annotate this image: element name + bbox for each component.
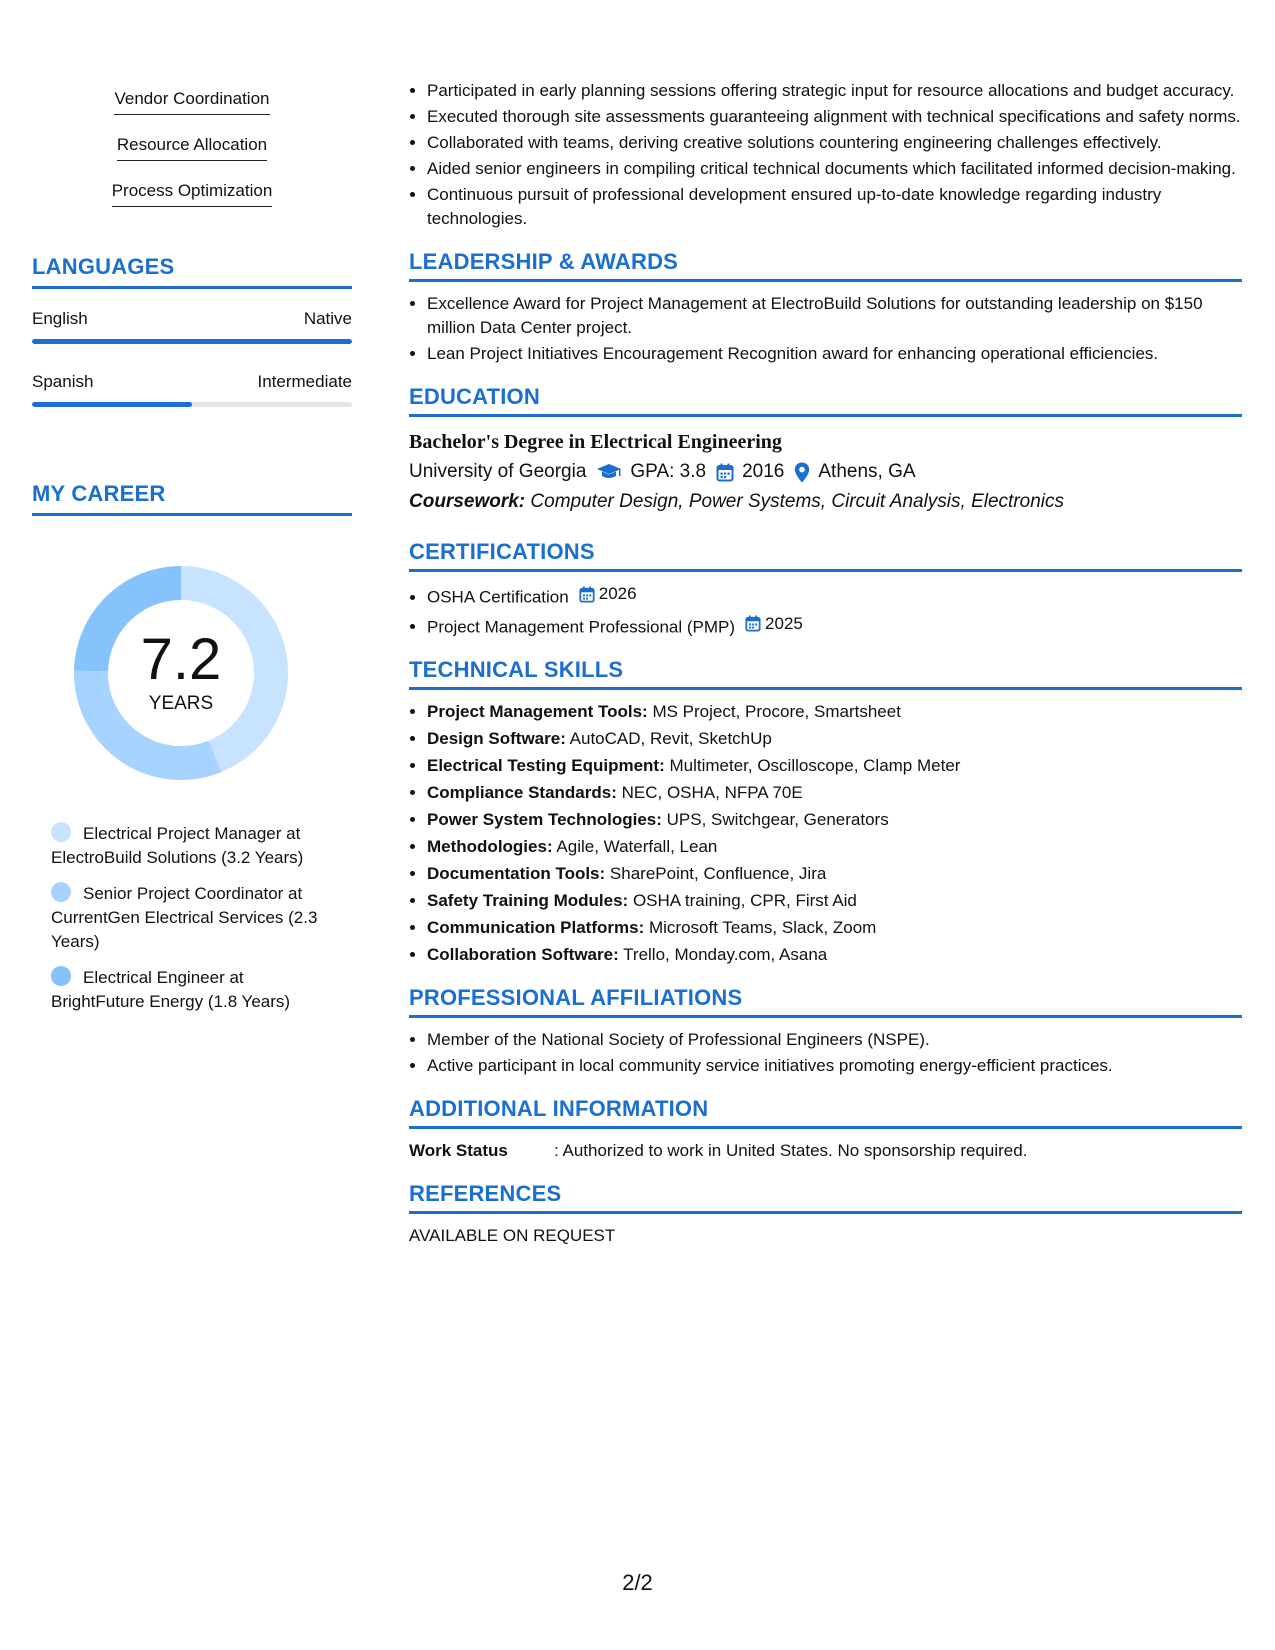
certification-date: [745, 612, 803, 636]
references-heading: REFERENCES: [409, 1181, 1242, 1214]
donut-center: [66, 558, 296, 788]
certification-item: [427, 612, 1242, 640]
certification-date: [579, 582, 637, 606]
work-status-value: : Authorized to work in United States. No sponsorship required.: [554, 1141, 1028, 1160]
technical-skill-item: [427, 754, 1242, 778]
technical-skill-label: Electrical Testing Equipment:: [427, 756, 665, 775]
technical-skill-value: SharePoint, Confluence, Jira: [609, 864, 827, 883]
experience-bullet: • Collaborated with teams, deriving creative solutions countering engineering challenges effectively.: [427, 131, 1242, 155]
technical-skill-value: Microsoft Teams, Slack, Zoom: [648, 918, 877, 937]
education-gpa: GPA: 3.8: [630, 461, 707, 482]
technical-skill-item: [427, 781, 1242, 805]
left-column: [32, 80, 352, 1026]
legend-dot: [51, 822, 71, 842]
calendar-icon: [716, 463, 734, 482]
language-bar-fill: [32, 339, 352, 344]
award-item: • Excellence Award for Project Management at ElectroBuild Solutions for outstanding leadership on $150 million Data Center project.: [427, 292, 1242, 340]
affiliations-list: [409, 1028, 1242, 1078]
language-item: [32, 372, 352, 407]
technical-skill-label: Safety Training Modules:: [427, 891, 629, 910]
affiliation-item: • Member of the National Society of Professional Engineers (NSPE).: [427, 1028, 1242, 1052]
certification-list: [409, 582, 1242, 639]
technical-skill-label: Documentation Tools:: [427, 864, 606, 883]
education-degree: Bachelor's Degree in Electrical Engineering: [409, 431, 782, 453]
career-legend: [32, 822, 352, 1014]
technical-skill-value: MS Project, Procore, Smartsheet: [652, 702, 901, 721]
additional-info-heading: ADDITIONAL INFORMATION: [409, 1096, 1242, 1129]
technical-skill-item: [427, 808, 1242, 832]
calendar-icon: [579, 586, 595, 603]
affiliations-heading: PROFESSIONAL AFFILIATIONS: [409, 985, 1242, 1018]
certification-year: 2025: [765, 613, 803, 633]
technical-skill-value: NEC, OSHA, NFPA 70E: [621, 783, 803, 802]
technical-skill-value: Trello, Monday.com, Asana: [623, 945, 828, 964]
technical-skill-item: [427, 862, 1242, 886]
references-text: AVAILABLE ON REQUEST: [409, 1226, 616, 1245]
language-level: Intermediate: [257, 372, 352, 391]
education-location: Athens, GA: [818, 461, 916, 482]
education-details: [409, 457, 1242, 487]
language-name: Spanish: [32, 372, 94, 391]
language-name: English: [32, 309, 88, 328]
leadership-list: [409, 292, 1242, 366]
experience-bullets: [409, 79, 1242, 231]
skill-tag: Vendor Coordination: [114, 88, 269, 115]
technical-skill-item: [427, 943, 1242, 967]
language-bar: [32, 339, 352, 344]
language-item: [32, 309, 352, 344]
technical-skill-label: Collaboration Software:: [427, 945, 619, 964]
career-role: [51, 966, 331, 1014]
award-item: • Lean Project Initiatives Encouragement Recognition award for enhancing operational efficiencies.: [427, 342, 1242, 366]
career-role: [51, 882, 331, 954]
certification-year: 2026: [598, 584, 637, 603]
skill-tag: Process Optimization: [112, 180, 273, 207]
language-bar: [32, 402, 352, 407]
work-status-label: Work Status: [409, 1141, 508, 1160]
certification-name: Project Management Professional (PMP): [427, 617, 736, 636]
page-number: 2/2: [622, 1570, 653, 1595]
technical-skill-label: Communication Platforms:: [427, 918, 645, 937]
language-row: [32, 372, 352, 392]
technical-skill-label: Project Management Tools:: [427, 702, 648, 721]
affiliation-item: • Active participant in local community service initiatives promoting energy-efficient practices.: [427, 1054, 1242, 1078]
technical-skill-item: [427, 700, 1242, 724]
right-column: [409, 79, 1242, 1248]
leadership-heading: LEADERSHIP & AWARDS: [409, 249, 1242, 282]
experience-bullet: • Continuous pursuit of professional development ensured up-to-date knowledge regarding industry technologies.: [427, 183, 1242, 231]
career-heading: MY CAREER: [32, 481, 352, 516]
technical-skill-value: Agile, Waterfall, Lean: [556, 837, 718, 856]
education-school: University of Georgia: [409, 461, 587, 482]
experience-bullet: • Participated in early planning sessions offering strategic input for resource allocations and budget accuracy.: [427, 79, 1242, 103]
education-year: 2016: [742, 461, 785, 482]
language-bar-fill: [32, 402, 192, 407]
technical-skill-label: Methodologies:: [427, 837, 553, 856]
education-coursework: [409, 487, 1242, 517]
legend-dot: [51, 882, 71, 902]
skill-tags: [32, 80, 352, 218]
career-unit: YEARS: [148, 693, 214, 714]
career-role-label: Senior Project Coordinator at CurrentGen Electrical Services (2.3 Years): [51, 884, 318, 951]
career-role: [51, 822, 331, 870]
technical-skill-label: Compliance Standards:: [427, 783, 617, 802]
technical-skills-list: [409, 700, 1242, 967]
legend-dot: [51, 966, 71, 986]
experience-bullet: • Aided senior engineers in compiling critical technical documents which facilitated informed decision-making.: [427, 157, 1242, 181]
language-row: [32, 309, 352, 329]
technical-skill-value: UPS, Switchgear, Generators: [666, 810, 889, 829]
calendar-icon: [745, 615, 761, 632]
graduation-cap-icon: [596, 463, 622, 481]
work-status-row: [409, 1139, 1242, 1163]
language-level: Native: [303, 309, 352, 328]
technical-skill-item: [427, 835, 1242, 859]
technical-skills-heading: TECHNICAL SKILLS: [409, 657, 1242, 690]
experience-bullet: • Executed thorough site assessments guaranteeing alignment with technical specifications and safety norms.: [427, 105, 1242, 129]
career-total: 7.2: [140, 627, 222, 692]
technical-skill-value: AutoCAD, Revit, SketchUp: [569, 729, 772, 748]
certification-name: OSHA Certification: [427, 587, 569, 607]
technical-skill-item: [427, 916, 1242, 940]
certifications-heading: CERTIFICATIONS: [409, 539, 1242, 572]
technical-skill-item: [427, 889, 1242, 913]
technical-skill-value: Multimeter, Oscilloscope, Clamp Meter: [669, 756, 961, 775]
technical-skill-item: [427, 727, 1242, 751]
technical-skill-label: Power System Technologies:: [427, 810, 662, 829]
coursework-value: Computer Design, Power Systems, Circuit Analysis, Electronics: [530, 491, 1064, 512]
skill-tag: Resource Allocation: [117, 134, 267, 161]
technical-skill-label: Design Software:: [427, 729, 566, 748]
career-role-label: Electrical Engineer at BrightFuture Energy (1.8 Years): [51, 968, 291, 1011]
map-pin-icon: [794, 462, 810, 483]
education-heading: EDUCATION: [409, 384, 1242, 417]
certification-item: [427, 582, 1242, 610]
coursework-label: Coursework:: [409, 491, 526, 512]
career-role-label: Electrical Project Manager at ElectroBuild Solutions (3.2 Years): [51, 824, 304, 867]
technical-skill-value: OSHA training, CPR, First Aid: [632, 891, 857, 910]
languages-heading: LANGUAGES: [32, 254, 352, 289]
career-donut: [66, 558, 296, 788]
